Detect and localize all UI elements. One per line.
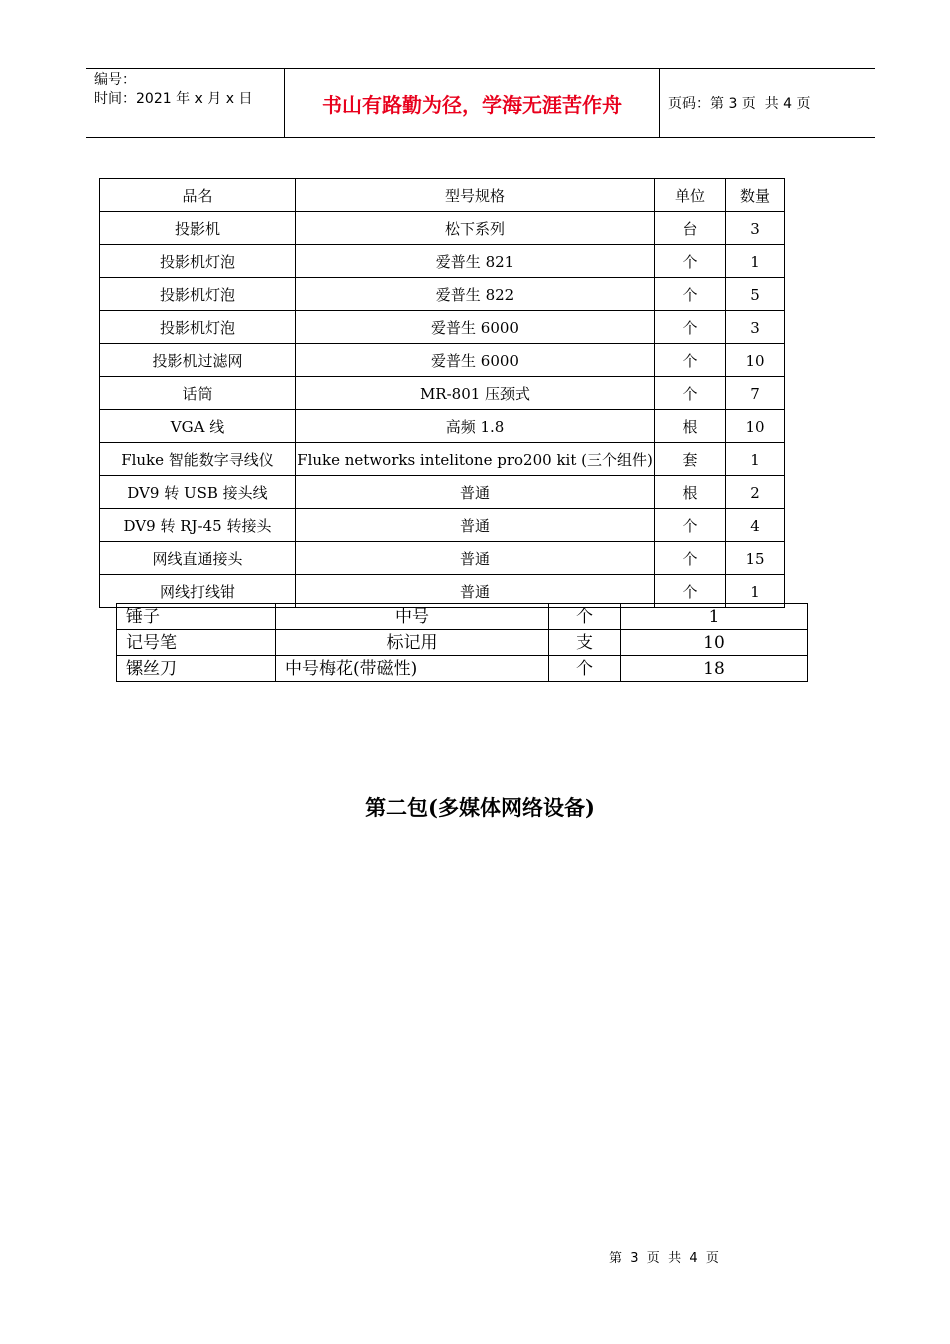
table-row	[100, 278, 785, 311]
item-spec: 普通	[296, 476, 655, 509]
table-row	[100, 542, 785, 575]
table-row	[100, 377, 785, 410]
item-name: 记号笔	[117, 630, 276, 656]
header-page-number: 页码：第 3 页 共 4 页	[668, 96, 811, 112]
item-quantity: 18	[621, 656, 808, 682]
item-quantity: 3	[726, 311, 785, 344]
table-row	[100, 344, 785, 377]
item-quantity: 5	[726, 278, 785, 311]
item-spec: 普通	[296, 509, 655, 542]
item-unit: 个	[655, 509, 726, 542]
item-spec: 中号	[276, 604, 549, 630]
table-header-row	[100, 179, 785, 212]
item-unit: 支	[549, 630, 621, 656]
item-name: 投影机	[100, 212, 296, 245]
item-unit: 个	[549, 604, 621, 630]
item-spec: 高频 1.8	[296, 410, 655, 443]
column-header: 型号规格	[296, 179, 655, 212]
item-unit: 个	[655, 344, 726, 377]
document-date: 时间：2021 年 x 月 x 日	[94, 91, 253, 107]
item-quantity: 15	[726, 542, 785, 575]
item-quantity: 3	[726, 212, 785, 245]
item-quantity: 4	[726, 509, 785, 542]
column-header: 品名	[100, 179, 296, 212]
item-unit: 个	[655, 575, 726, 608]
item-name: VGA 线	[100, 410, 296, 443]
item-name: 投影机灯泡	[100, 311, 296, 344]
item-name: 网线直通接头	[100, 542, 296, 575]
item-unit: 套	[655, 443, 726, 476]
table-row	[117, 656, 808, 682]
item-spec: 普通	[296, 542, 655, 575]
table-row	[100, 509, 785, 542]
column-header: 数量	[726, 179, 785, 212]
item-name: DV9 转 RJ-45 转接头	[100, 509, 296, 542]
page-header	[86, 68, 875, 138]
item-unit: 个	[655, 377, 726, 410]
item-quantity: 2	[726, 476, 785, 509]
item-spec: 爱普生 6000	[296, 344, 655, 377]
section-title: 第二包(多媒体网络设备)	[365, 795, 595, 820]
item-name: Fluke 智能数字寻线仪	[100, 443, 296, 476]
item-quantity: 1	[726, 443, 785, 476]
item-unit: 个	[655, 311, 726, 344]
header-info	[86, 69, 285, 137]
item-unit: 个	[655, 245, 726, 278]
item-name: 投影机灯泡	[100, 245, 296, 278]
item-quantity: 7	[726, 377, 785, 410]
table-row	[100, 245, 785, 278]
tools-table	[116, 603, 808, 682]
column-header: 单位	[655, 179, 726, 212]
document-number-label: 编号：	[94, 72, 136, 88]
item-spec: Fluke networks intelitone pro200 kit (三个组件)	[296, 443, 655, 476]
table-row	[100, 212, 785, 245]
item-quantity: 10	[726, 410, 785, 443]
table-row	[100, 443, 785, 476]
page-footer: 第 3 页 共 4 页	[609, 1251, 719, 1266]
item-quantity: 10	[726, 344, 785, 377]
header-motto: 书山有路勤为径，学海无涯苦作舟	[285, 69, 660, 137]
item-quantity: 10	[621, 630, 808, 656]
item-spec: MR-801 压颈式	[296, 377, 655, 410]
item-name: 网线打线钳	[100, 575, 296, 608]
item-name: 镙丝刀	[117, 656, 276, 682]
item-name: 话筒	[100, 377, 296, 410]
item-quantity: 1	[621, 604, 808, 630]
item-spec: 爱普生 6000	[296, 311, 655, 344]
item-unit: 根	[655, 476, 726, 509]
equipment-table	[99, 178, 785, 608]
item-unit: 个	[549, 656, 621, 682]
table-row	[100, 476, 785, 509]
item-unit: 根	[655, 410, 726, 443]
item-spec: 普通	[296, 575, 655, 608]
item-name: 锤子	[117, 604, 276, 630]
item-quantity: 1	[726, 575, 785, 608]
table-row	[117, 630, 808, 656]
item-spec: 中号梅花(带磁性)	[276, 656, 549, 682]
item-spec: 爱普生 822	[296, 278, 655, 311]
table-row	[117, 604, 808, 630]
item-unit: 台	[655, 212, 726, 245]
item-spec: 爱普生 821	[296, 245, 655, 278]
item-name: DV9 转 USB 接头线	[100, 476, 296, 509]
table-row	[100, 410, 785, 443]
item-unit: 个	[655, 278, 726, 311]
item-name: 投影机过滤网	[100, 344, 296, 377]
table-row	[100, 311, 785, 344]
item-quantity: 1	[726, 245, 785, 278]
item-spec: 标记用	[276, 630, 549, 656]
item-name: 投影机灯泡	[100, 278, 296, 311]
item-unit: 个	[655, 542, 726, 575]
item-spec: 松下系列	[296, 212, 655, 245]
